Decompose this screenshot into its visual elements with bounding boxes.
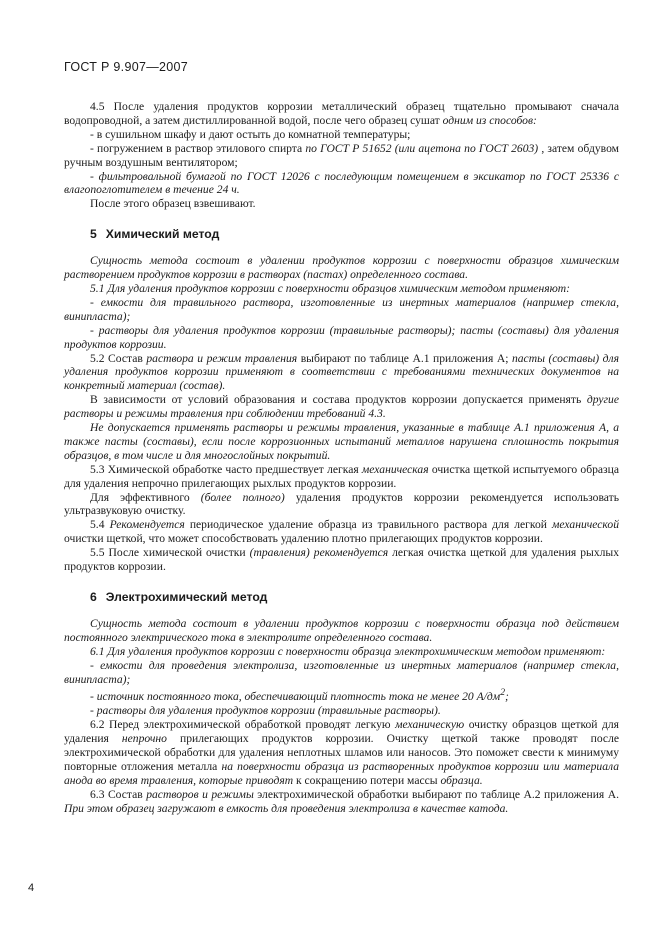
paragraph — [64, 100, 619, 128]
text-run: 5.5 После химической очистки — [90, 546, 250, 560]
text-run: механической — [552, 518, 619, 532]
page-number: 4 — [28, 882, 35, 894]
text-run: одним из способов: — [442, 113, 537, 127]
paragraph — [64, 617, 619, 645]
list-item — [64, 659, 619, 687]
section-title: Химический метод — [105, 227, 220, 242]
section-heading — [64, 591, 619, 605]
text-run: (более полного) — [200, 490, 285, 504]
text-run: очистки щеткой, что может способствовать удалению плотно прилегающих продуктов коррозии. — [64, 532, 543, 546]
document-body — [64, 100, 619, 815]
paragraph — [64, 282, 619, 296]
text-run: - в сушильном шкафу и дают остыть до комнатной температуры; — [90, 127, 411, 141]
text-run: 6.1 Для удаления продуктов коррозии с поверхности образца электрохимическим методом применяют: — [90, 644, 606, 658]
text-run: 5.4 — [90, 518, 110, 532]
text-run: , затем обдувом ручным воздушным вентилятором; — [64, 141, 619, 169]
paragraph — [64, 718, 619, 788]
list-item — [64, 324, 619, 352]
text-run: 5.2 Состав — [90, 351, 147, 365]
list-item — [64, 704, 619, 718]
paragraph — [64, 788, 619, 816]
text-run: растворов и режимы — [146, 787, 254, 801]
text-run: пасты (составы) для удаления продуктов коррозии применяют в соответствии с требованиями технических документов на конкретный материал (состав). — [64, 351, 619, 393]
text-run: удаления продуктов коррозии рекомендуется использовать ультразвуковую очистку. — [64, 490, 620, 518]
paragraph — [64, 197, 619, 211]
text-run: на поверхности образца из растворенных продуктов коррозии или материала анода во время травления, которые приводят — [64, 759, 619, 787]
text-run: В зависимости от условий образования и состава продуктов коррозии допускается применять — [90, 393, 587, 407]
list-item — [64, 170, 619, 198]
section-number: 6 — [90, 590, 97, 604]
text-run: очистку образцов щеткой для удаления — [64, 718, 619, 746]
text-run: - погружением в раствор этилового спирта — [90, 141, 306, 155]
text-run: электрохимической обработки выбирают по таблице А.2 приложения А. — [253, 787, 619, 801]
text-run: - растворы для удаления продуктов коррозии (травильные растворы). — [90, 704, 441, 718]
section-title: Электрохимический метод — [105, 590, 268, 604]
text-run: 6.2 Перед электрохимической обработкой проводят легкую — [90, 718, 396, 732]
text-run: 6.3 Состав — [90, 787, 147, 801]
text-run: - емкости для травильного раствора, изготовленные из инертных материалов (например стекла, винипласта); — [64, 295, 619, 323]
text-run: - растворы для удаления продуктов коррозии (травильные растворы); пасты (составы) для удаления продуктов коррозии. — [64, 323, 619, 351]
text-run: образца. — [440, 773, 483, 787]
text-run: к сокращению потери массы — [293, 773, 441, 787]
text-run: Не допускается применять растворы и режимы травления, указанные в таблице А.1 приложения А, а также пасты (составы), если после коррозионных испытаний металлов нарушена сплошность покрытия образцов, в том числе и для многослойных покрытий. — [64, 421, 619, 462]
paragraph — [64, 645, 619, 659]
text-run: по ГОСТ Р 51652 (или ацетона по ГОСТ 2603) — [305, 141, 539, 155]
standard-header: ГОСТ Р 9.907—2007 — [64, 60, 189, 74]
text-run: 5.1 Для удаления продуктов коррозии с поверхности образцов химическим методом применяют: — [90, 281, 570, 295]
list-item — [64, 296, 619, 324]
section-heading — [64, 228, 619, 242]
text-run: ; — [505, 690, 509, 704]
text-run: При этом образец загружают в емкость для проведения электролиза в качестве катода. — [64, 801, 509, 815]
text-run: очистка щеткой испытуемого образца для удаления непрочно прилегающих рыхлых продуктов коррозии. — [64, 462, 619, 490]
text-run: выбирают по таблице А.1 приложения А; — [297, 351, 512, 365]
text-run: непрочно — [121, 732, 167, 746]
list-item — [64, 128, 619, 142]
text-run: механическая — [361, 462, 429, 476]
text-run: 4.5 После удаления продуктов коррозии металлический образец тщательно промывают сначала водопроводной, а затем дистиллированной водой, после чего образец сушат — [64, 100, 619, 127]
paragraph — [64, 421, 619, 463]
list-item — [64, 686, 619, 704]
text-run: - источник постоянного тока, обеспечивающий плотность тока не менее 20 А/дм — [90, 690, 501, 704]
paragraph — [64, 546, 619, 574]
text-run: 5.3 Химической обработке часто предшествует легкая — [90, 462, 362, 476]
paragraph — [64, 491, 619, 519]
text-run: другие растворы и режимы травления при соблюдении требований 4.3. — [64, 393, 619, 421]
text-run: Рекомендуется — [109, 518, 185, 532]
text-run: После этого образец взвешивают. — [90, 197, 256, 211]
text-run: периодическое удаление образца из травильного раствора для легкой — [184, 518, 553, 532]
paragraph — [64, 352, 619, 394]
text-run: фильтровальной бумагой по ГОСТ 12026 с последующим помещением в эксикатор по ГОСТ 25336 с влагопоглотителем в течение 24 ч. — [64, 169, 619, 197]
text-run: Для эффективного — [90, 490, 201, 504]
text-run: - — [90, 169, 99, 183]
text-run: прилегающих продуктов коррозии. Очистку щеткой также проводят после электрохимической обработки для удаления неплотных шламов или наносов. Это поможет свести к минимуму повторные отложения металла — [64, 732, 619, 773]
text-run: Сущность метода состоит в удалении продуктов коррозии с поверхности образцов химическим растворением продуктов коррозии в растворах (пастах) определенного состава. — [64, 254, 619, 282]
text-run: механическую — [395, 718, 465, 732]
paragraph — [64, 393, 619, 421]
superscript: 2 — [500, 687, 506, 699]
text-run: легкая очистка щеткой для удаления рыхлых продуктов коррозии. — [64, 546, 619, 574]
text-run: - емкости для проведения электролиза, изготовленные из инертных материалов (например стекла, винипласта); — [64, 658, 619, 686]
paragraph — [64, 254, 619, 282]
text-run: (травления) рекомендуется — [249, 546, 389, 560]
paragraph — [64, 518, 619, 546]
list-item — [64, 142, 619, 170]
text-run: Сущность метода состоит в удалении продуктов коррозии с поверхности образца под действием постоянного электрического тока в электролите определенного состава. — [64, 616, 619, 644]
section-number: 5 — [90, 227, 97, 242]
text-run: раствора и режим травления — [146, 351, 298, 365]
paragraph — [64, 463, 619, 491]
